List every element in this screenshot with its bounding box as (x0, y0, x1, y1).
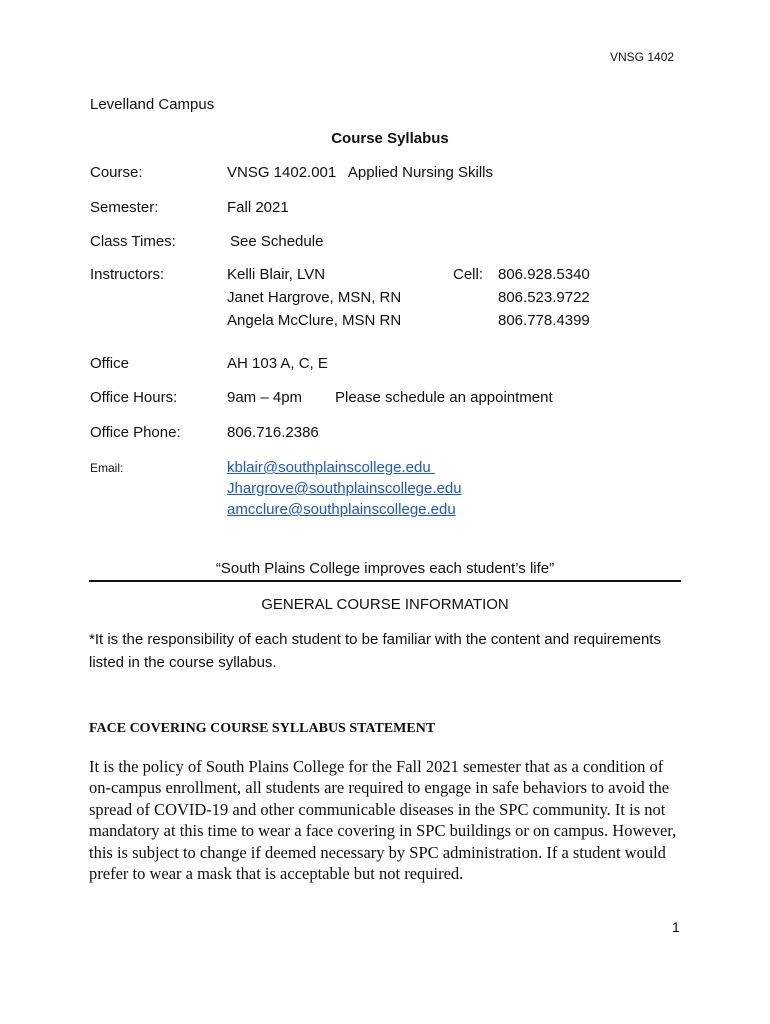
responsibility-note: *It is the responsibility of each student to be familiar with the content and requirements listed in the course syllabus. (89, 631, 661, 671)
document-title: Course Syllabus (331, 130, 449, 147)
instructor-phone: 806.523.9722 (498, 289, 590, 306)
email-list (227, 457, 462, 520)
email-link[interactable]: Jhargrove@southplainscollege.edu (227, 480, 462, 497)
course-label: Course: (90, 164, 143, 181)
header-course-code: VNSG 1402 (610, 50, 675, 64)
office-value: AH 103 A, C, E (227, 355, 328, 372)
instructor-phone: 806.928.5340 (498, 266, 590, 283)
divider-rule (89, 580, 681, 582)
cell-label: Cell: (453, 266, 484, 283)
email-link[interactable]: amcclure@southplainscollege.edu (227, 501, 456, 518)
office-hours-note: Please schedule an appointment (335, 389, 553, 406)
office-label: Office (90, 355, 129, 372)
page-number: 1 (672, 919, 680, 935)
instructor-name: Janet Hargrove, MSN, RN (227, 289, 402, 306)
course-value: VNSG 1402.001 Applied Nursing Skills (227, 164, 493, 181)
campus-name: Levelland Campus (90, 96, 215, 113)
semester-label: Semester: (90, 199, 159, 216)
college-motto: “South Plains College improves each student’s life” (215, 560, 555, 577)
email-label: Email: (90, 461, 124, 475)
class-times-value: See Schedule (230, 233, 324, 250)
instructor-name: Angela McClure, MSN RN (227, 312, 402, 329)
semester-value: Fall 2021 (227, 199, 289, 216)
email-link[interactable]: kblair@southplainscollege.edu (227, 459, 435, 476)
office-phone-value: 806.716.2386 (227, 424, 319, 441)
class-times-label: Class Times: (90, 233, 176, 250)
office-hours-label: Office Hours: (90, 389, 178, 406)
face-covering-heading: FACE COVERING COURSE SYLLABUS STATEMENT (89, 721, 436, 736)
instructor-name: Kelli Blair, LVN (227, 266, 326, 283)
instructor-phone: 806.778.4399 (498, 312, 590, 329)
office-hours-value: 9am – 4pm (227, 389, 303, 406)
instructors-label: Instructors: (90, 266, 165, 283)
face-covering-body: It is the policy of South Plains College for the Fall 2021 semester that as a condition of on-campus enrollment, all students are required to engage in safe behaviors to avoid the spread of COVID-19 and other communicable diseases in the SPC community. It is not mandatory at this time to wear a face covering in SPC buildings or on campus. However, this is subject to change if deemed necessary by SPC administration. If a student would prefer to wear a mask that is acceptable but not required. (89, 757, 677, 884)
office-phone-label: Office Phone: (90, 424, 181, 441)
general-info-heading: GENERAL COURSE INFORMATION (261, 596, 509, 613)
